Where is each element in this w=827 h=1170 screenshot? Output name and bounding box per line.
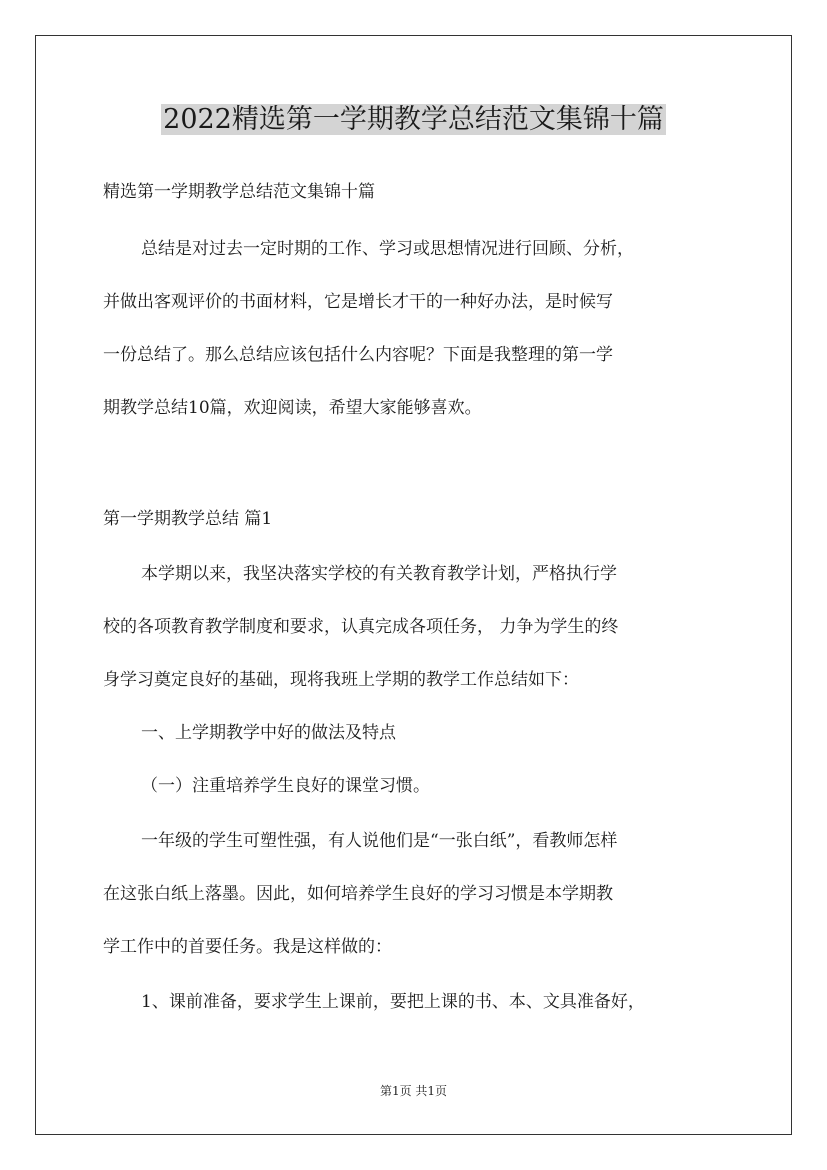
body-paragraph-line-3: 身学习奠定良好的基础，现将我班上学期的教学工作总结如下： [103, 670, 579, 690]
body-paragraph-line-6: 学工作中的首要任务。我是这样做的： [103, 937, 392, 957]
body-paragraph-line-2: 校的各项教育教学制度和要求，认真完成各项任务， 力争为学生的终 [103, 617, 619, 637]
body-paragraph-line-5: 在这张白纸上落墨。因此，如何培养学生良好的学习习惯是本学期教 [103, 884, 613, 904]
body-paragraph-line-1: 本学期以来，我坚决落实学校的有关教育教学计划，严格执行学 [141, 564, 617, 584]
intro-paragraph-line-1: 总结是对过去一定时期的工作、学习或思想情况进行回顾、分析， [141, 239, 634, 259]
subheading-1: 一、上学期教学中好的做法及特点 [141, 723, 396, 743]
intro-paragraph-line-2: 并做出客观评价的书面材料，它是增长才干的一种好办法，是时候写 [103, 292, 613, 312]
section-heading: 第一学期教学总结 篇1 [103, 509, 273, 529]
document-title: 2022精选第一学期教学总结范文集锦十篇 [163, 104, 664, 135]
intro-paragraph-line-3: 一份总结了。那么总结应该包括什么内容呢？下面是我整理的第一学 [103, 345, 613, 365]
page-footer: 第1页 共1页 [379, 1084, 448, 1098]
body-paragraph-line-4: 一年级的学生可塑性强，有人说他们是“一张白纸”，看教师怎样 [141, 831, 618, 851]
subheading-2: （一）注重培养学生良好的课堂习惯。 [141, 776, 430, 796]
body-paragraph-line-7: 1、课前准备，要求学生上课前，要把上课的书、本、文具准备好， [141, 992, 645, 1012]
intro-paragraph-line-4: 期教学总结10篇，欢迎阅读，希望大家能够喜欢。 [103, 398, 482, 418]
subtitle-line: 精选第一学期教学总结范文集锦十篇 [103, 182, 375, 202]
